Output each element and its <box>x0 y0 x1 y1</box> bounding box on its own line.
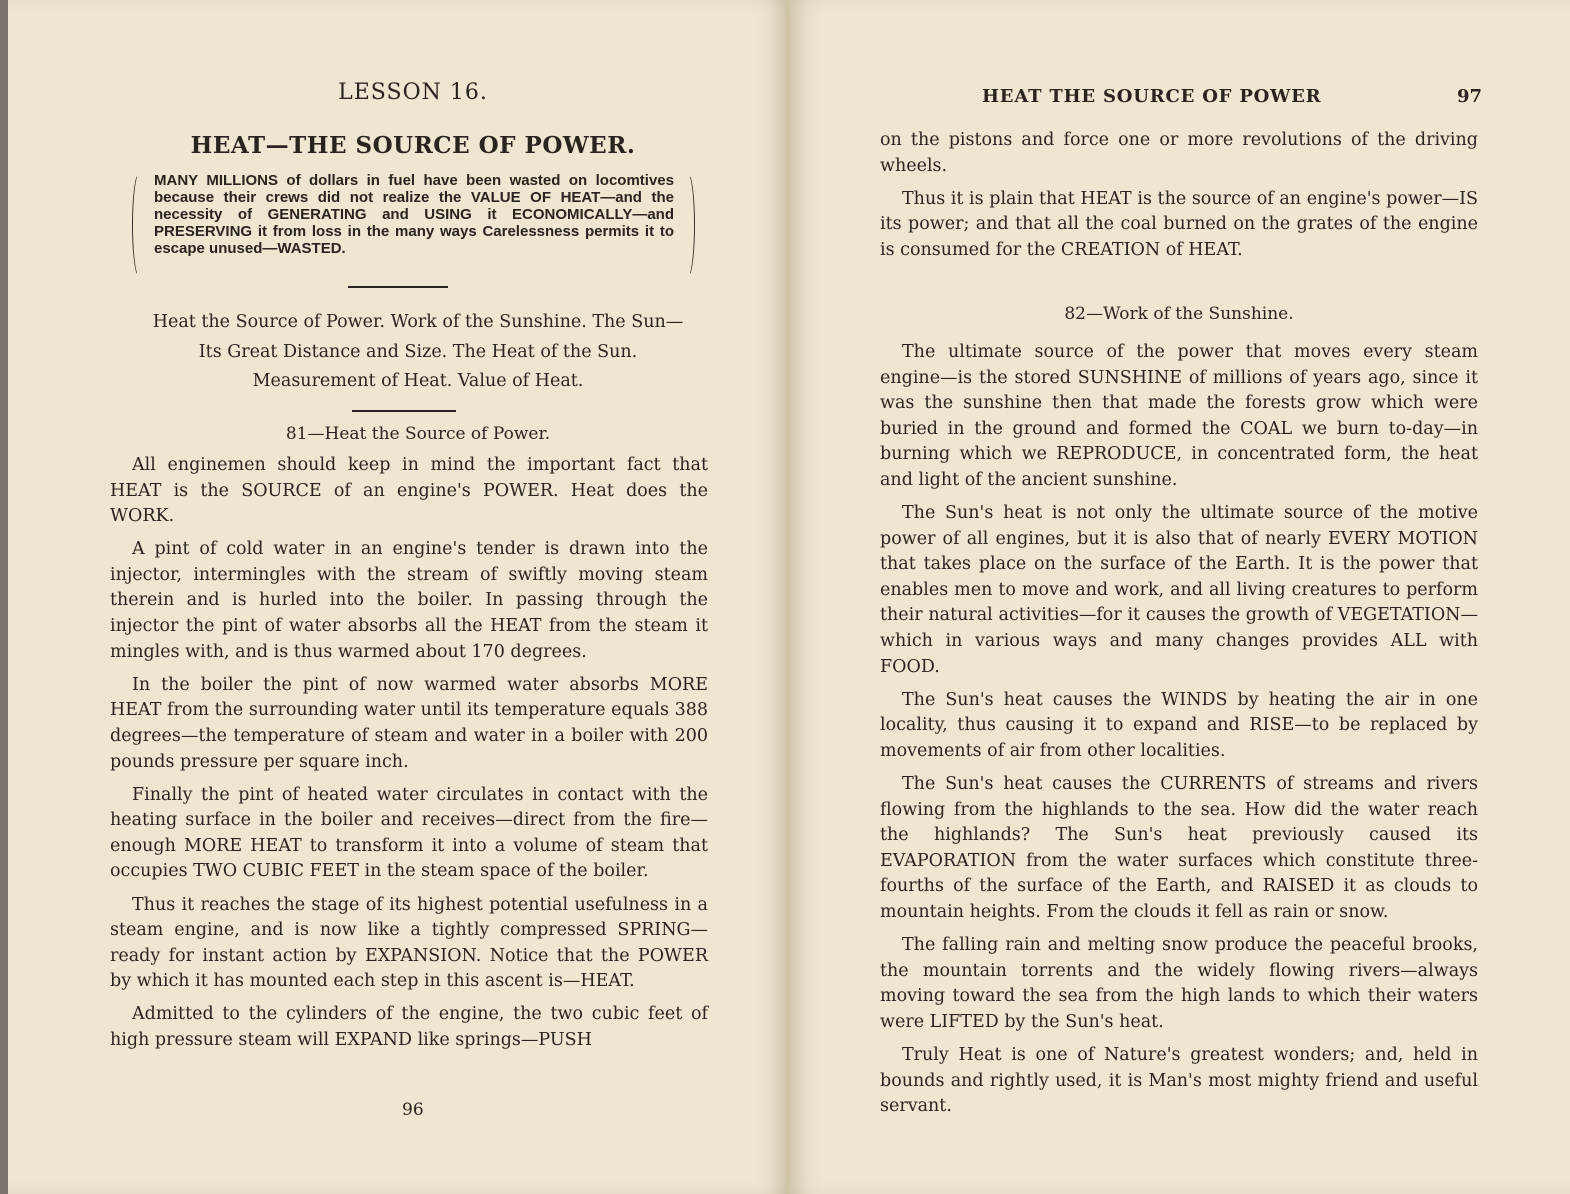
intro-paragraph: MANY MILLIONS of dollars in fuel have been wasted on locomtives because their crews did not realize the VALUE OF HEAT—and the necessity of GENERATING and USING it ECONOMICALLY—and PRESERVING it from loss in the many ways Carelessness permits it to escape unused—WASTED. <box>154 172 674 257</box>
right-bracket <box>680 172 695 278</box>
paragraph: The Sun's heat causes the WINDS by heating the air in one locality, thus causing it to expand and RISE—to be replaced by movements of air from other localities. <box>880 689 1478 761</box>
page-number: 96 <box>402 1100 424 1120</box>
paragraph: Admitted to the cylinders of the engine, the two cubic feet of high pressure steam will EXPAND like springs—PUSH <box>110 1004 708 1050</box>
lesson-heading: LESSON 16. <box>338 80 488 105</box>
running-head: HEAT THE SOURCE OF POWER <box>982 86 1322 107</box>
right-body-text <box>880 340 1478 1127</box>
paragraph: Finally the pint of heated water circulates in contact with the heating surface in the boiler and receives—direct from the fire—enough MORE HEAT to transform it into a volume of steam that occupies TWO CUBIC FEET in the steam space of the boiler. <box>110 784 708 882</box>
topics-list <box>108 308 728 397</box>
topic-line: Heat the Source of Power. Work of the Sunshine. The Sun— <box>152 312 684 332</box>
right-body-top <box>880 128 1478 271</box>
paragraph: In the boiler the pint of now warmed water absorbs MORE HEAT from the surrounding water until its temperature equals 388 degrees—the temperature of steam and water in a boiler with 200 pounds pressure per square inch. <box>110 674 708 772</box>
paragraph: Truly Heat is one of Nature's greatest wonders; and, held in bounds and rightly used, it is Man's most mighty friend and useful servant. <box>880 1044 1478 1117</box>
divider-rule <box>348 286 448 288</box>
paragraph: A pint of cold water in an engine's tender is drawn into the injector, intermingles with the stream of swiftly moving steam therein and is hurled into the boiler. In passing through the injector the pint of water absorbs all the HEAT from the steam it mingles with, and is thus warmed about 170 degrees. <box>110 539 708 662</box>
left-page <box>8 0 788 1194</box>
page-title: HEAT—THE SOURCE OF POWER. <box>190 132 636 159</box>
section-heading-81: 81—Heat the Source of Power. <box>285 424 551 444</box>
paragraph: All enginemen should keep in mind the important fact that HEAT is the SOURCE of an engine's POWER. Heat does the WORK. <box>110 455 708 527</box>
topic-line: Its Great Distance and Size. The Heat of the Sun. <box>198 341 638 362</box>
topic-line: Measurement of Heat. Value of Heat. <box>252 371 584 391</box>
left-bracket <box>132 172 147 278</box>
paragraph: The Sun's heat causes the CURRENTS of streams and rivers flowing from the highlands to the sea. How did the water reach the highlands? The Sun's heat previously caused its EVAPORATION from the water surfaces which constitute three-fourths of the surface of the Earth, and RAISED it as clouds to mountain heights. From the clouds it fell as rain or snow. <box>880 774 1478 922</box>
paragraph: The Sun's heat is not only the ultimate source of the motive power of all engines, but it is also that of nearly EVERY MOTION that takes place on the surface of the Earth. It is the power that enables men to move and work, and all living creatures to perform their natural activities—for it causes the growth of VEGETATION—which in various ways and many changes provides ALL with FOOD. <box>880 503 1478 677</box>
book-edge <box>0 0 8 1194</box>
page-number: 97 <box>1457 86 1483 107</box>
paragraph: Thus it is plain that HEAT is the source of an engine's power—IS its power; and that all the coal burned on the grates of the engine is consumed for the CREATION of HEAT. <box>880 188 1478 260</box>
section-heading-82: 82—Work of the Sunshine. <box>1064 304 1294 324</box>
paragraph: Thus it reaches the stage of its highest potential usefulness in a steam engine, and is now like a tightly compressed SPRING—ready for instant action by EXPANSION. Notice that the POWER by which it has mounted each step in this ascent is—HEAT. <box>110 894 708 992</box>
paragraph: on the pistons and force one or more revolutions of the driving wheels. <box>880 130 1478 176</box>
paragraph: The ultimate source of the power that moves every steam engine—is the stored SUNSHINE of millions of years ago, since it was the sunshine then that made the forests grow which were buried in the ground and formed the COAL we burn to-day—in burning which we REPRODUCE, in concentrated form, the heat and light of the ancient sunshine. <box>880 342 1478 490</box>
left-body-text <box>110 453 708 1061</box>
paragraph: The falling rain and melting snow produce the peaceful brooks, the mountain torrents and the widely flowing rivers—always moving toward the sea from the high lands to which their waters were LIFTED by the Sun's heat. <box>880 935 1478 1032</box>
right-page <box>790 0 1570 1194</box>
divider-rule <box>352 410 456 412</box>
